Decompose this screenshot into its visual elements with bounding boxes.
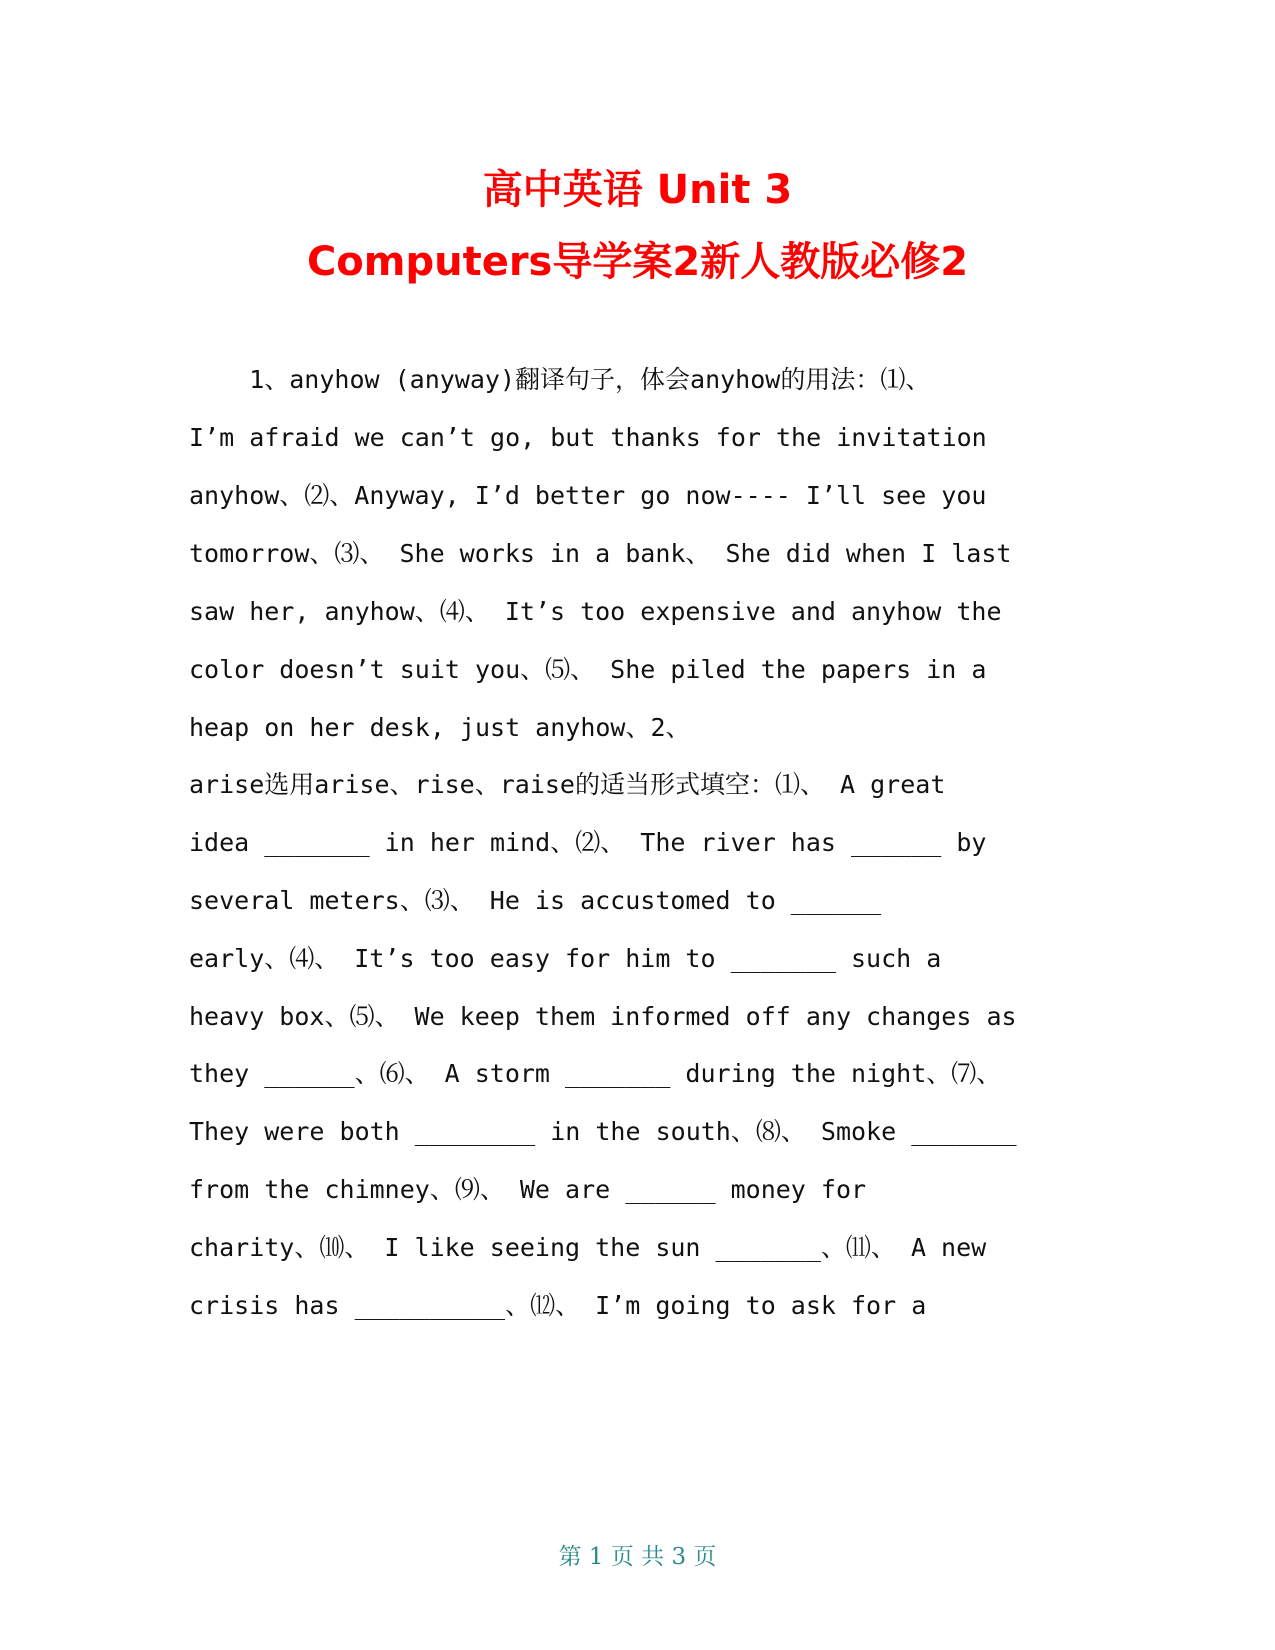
body-text-line: early、⑷、 It’s too easy for him to _______ such a [189,944,942,973]
body-text-line: crisis has __________、⑿、 I’m going to ask for a [189,1291,927,1320]
body-text-line: arise选用arise、rise、raise的适当形式填空：⑴、 A great [189,770,946,799]
body-text-line: several meters、⑶、 He is accustomed to ______ [189,886,882,915]
document-title-line-2: Computers导学案2新人教版必修2 [306,239,969,285]
body-text-line: heavy box、⑸、 We keep them informed off any changes as [189,1002,1017,1031]
body-text-line: charity、⑽、 I like seeing the sun _______、⑾、 A new [189,1233,987,1262]
body-text-line: they ______、⑹、 A storm _______ during the night、⑺、 [189,1059,1002,1088]
page-number-footer: 第 1 页 共 3 页 [558,1544,717,1570]
body-text-line: They were both ________ in the south、⑻、 Smoke _______ [189,1117,1017,1146]
body-text-line: tomorrow、⑶、 She works in a bank、 She did when I last [189,539,1012,568]
body-text-line: idea _______ in her mind、⑵、 The river has ______ by [189,828,987,857]
body-text-line: color doesn’t suit you、⑸、 She piled the papers in a [189,655,987,684]
body-text-line: 1、anyhow (anyway)翻译句子，体会anyhow的用法：⑴、 [189,365,931,394]
body-text-line: saw her, anyhow、⑷、 It’s too expensive and anyhow the [189,597,1002,626]
body-text-line: heap on her desk, just anyhow、2、 [189,713,691,742]
document-title-line-1: 高中英语 Unit 3 [482,167,793,213]
body-text-line: I’m afraid we can’t go, but thanks for the invitation [189,423,987,452]
body-text-line: anyhow、⑵、Anyway, I’d better go now---- I’ll see you [189,481,987,510]
body-text-line: from the chimney、⑼、 We are ______ money for [189,1175,867,1204]
